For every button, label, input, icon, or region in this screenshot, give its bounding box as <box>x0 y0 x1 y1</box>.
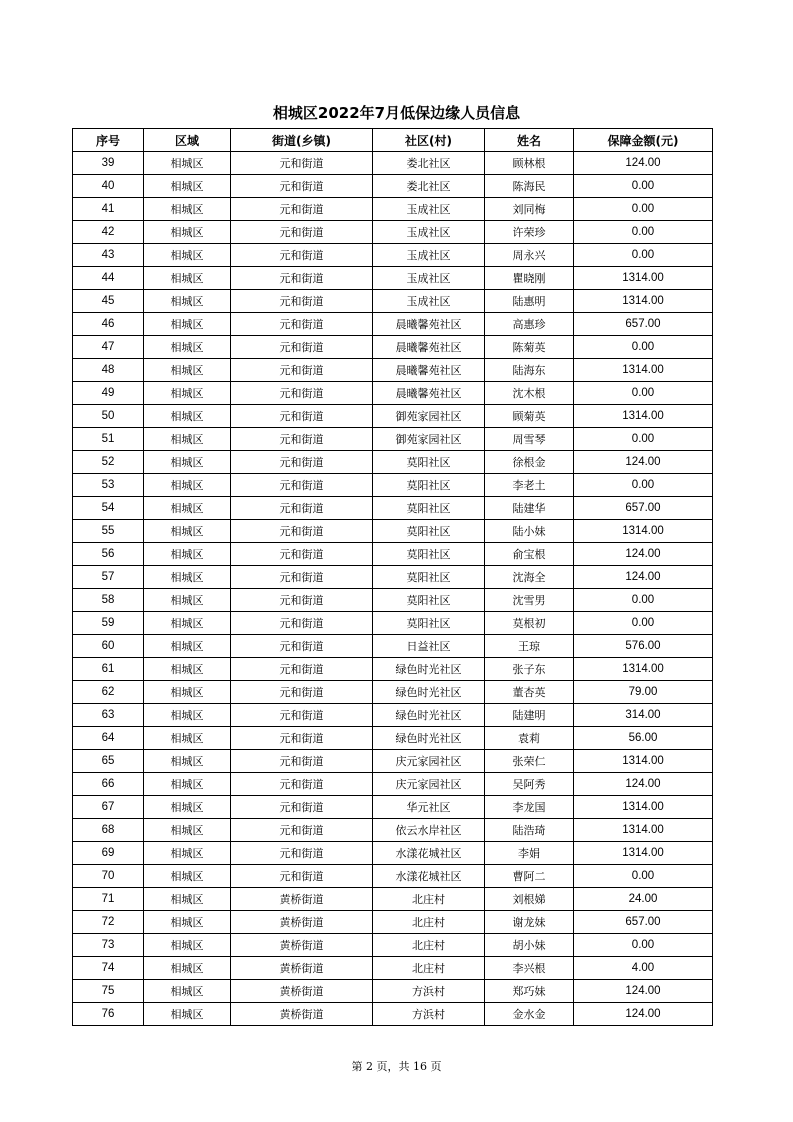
cell-community: 北庄村 <box>373 957 485 980</box>
cell-amount: 0.00 <box>574 612 713 635</box>
cell-index: 67 <box>73 796 144 819</box>
cell-name: 俞宝根 <box>485 543 574 566</box>
table-row <box>73 566 713 589</box>
cell-community: 晨曦馨苑社区 <box>373 382 485 405</box>
cell-amount: 1314.00 <box>574 520 713 543</box>
table-row <box>73 428 713 451</box>
cell-name: 吴阿秀 <box>485 773 574 796</box>
cell-index: 71 <box>73 888 144 911</box>
cell-district: 相城区 <box>144 543 231 566</box>
cell-street: 元和街道 <box>231 727 373 750</box>
cell-community: 玉成社区 <box>373 267 485 290</box>
cell-amount: 0.00 <box>574 428 713 451</box>
cell-name: 张子东 <box>485 658 574 681</box>
cell-amount: 124.00 <box>574 1003 713 1026</box>
table-row <box>73 543 713 566</box>
cell-district: 相城区 <box>144 566 231 589</box>
header-street: 街道(乡镇) <box>231 129 373 152</box>
cell-community: 莫阳社区 <box>373 474 485 497</box>
table-row <box>73 612 713 635</box>
cell-street: 元和街道 <box>231 290 373 313</box>
cell-community: 庆元家园社区 <box>373 750 485 773</box>
cell-street: 元和街道 <box>231 819 373 842</box>
cell-community: 莫阳社区 <box>373 589 485 612</box>
cell-amount: 0.00 <box>574 244 713 267</box>
data-table <box>72 128 713 1026</box>
cell-name: 莫根初 <box>485 612 574 635</box>
cell-name: 张荣仁 <box>485 750 574 773</box>
cell-street: 元和街道 <box>231 359 373 382</box>
cell-district: 相城区 <box>144 957 231 980</box>
cell-district: 相城区 <box>144 635 231 658</box>
cell-amount: 4.00 <box>574 957 713 980</box>
cell-district: 相城区 <box>144 175 231 198</box>
cell-community: 晨曦馨苑社区 <box>373 336 485 359</box>
cell-district: 相城区 <box>144 221 231 244</box>
cell-amount: 124.00 <box>574 152 713 175</box>
cell-amount: 1314.00 <box>574 658 713 681</box>
cell-street: 元和街道 <box>231 612 373 635</box>
cell-amount: 124.00 <box>574 773 713 796</box>
cell-name: 沈木根 <box>485 382 574 405</box>
cell-street: 元和街道 <box>231 313 373 336</box>
cell-street: 黄桥街道 <box>231 957 373 980</box>
cell-community: 绿色时光社区 <box>373 704 485 727</box>
cell-amount: 0.00 <box>574 221 713 244</box>
cell-name: 顾菊英 <box>485 405 574 428</box>
table-row <box>73 152 713 175</box>
cell-index: 40 <box>73 175 144 198</box>
cell-name: 高惠珍 <box>485 313 574 336</box>
cell-district: 相城区 <box>144 727 231 750</box>
cell-name: 陆惠明 <box>485 290 574 313</box>
table-row <box>73 888 713 911</box>
cell-community: 御苑家园社区 <box>373 405 485 428</box>
cell-district: 相城区 <box>144 934 231 957</box>
cell-district: 相城区 <box>144 497 231 520</box>
cell-community: 玉成社区 <box>373 290 485 313</box>
cell-district: 相城区 <box>144 980 231 1003</box>
cell-district: 相城区 <box>144 313 231 336</box>
cell-amount: 657.00 <box>574 497 713 520</box>
cell-district: 相城区 <box>144 428 231 451</box>
cell-name: 陈海民 <box>485 175 574 198</box>
cell-community: 莫阳社区 <box>373 520 485 543</box>
cell-index: 69 <box>73 842 144 865</box>
cell-street: 元和街道 <box>231 267 373 290</box>
cell-index: 56 <box>73 543 144 566</box>
cell-street: 元和街道 <box>231 474 373 497</box>
cell-street: 元和街道 <box>231 336 373 359</box>
table-row <box>73 681 713 704</box>
cell-name: 周永兴 <box>485 244 574 267</box>
cell-amount: 1314.00 <box>574 267 713 290</box>
page-footer: 第 2 页，共 16 页 <box>351 1060 442 1073</box>
table-header-row <box>73 129 713 152</box>
cell-community: 日益社区 <box>373 635 485 658</box>
page-title: 相城区2022年7月低保边缘人员信息 <box>272 104 521 122</box>
header-community: 社区(村) <box>373 129 485 152</box>
cell-street: 黄桥街道 <box>231 1003 373 1026</box>
cell-street: 元和街道 <box>231 842 373 865</box>
cell-index: 57 <box>73 566 144 589</box>
cell-amount: 657.00 <box>574 911 713 934</box>
cell-district: 相城区 <box>144 474 231 497</box>
cell-district: 相城区 <box>144 1003 231 1026</box>
cell-community: 庆元家园社区 <box>373 773 485 796</box>
table-row <box>73 175 713 198</box>
cell-district: 相城区 <box>144 267 231 290</box>
cell-street: 元和街道 <box>231 520 373 543</box>
cell-district: 相城区 <box>144 612 231 635</box>
cell-amount: 1314.00 <box>574 359 713 382</box>
cell-amount: 24.00 <box>574 888 713 911</box>
cell-name: 郑巧妹 <box>485 980 574 1003</box>
table-row <box>73 267 713 290</box>
cell-district: 相城区 <box>144 198 231 221</box>
cell-amount: 0.00 <box>574 934 713 957</box>
cell-amount: 0.00 <box>574 336 713 359</box>
cell-amount: 124.00 <box>574 566 713 589</box>
cell-index: 76 <box>73 1003 144 1026</box>
cell-index: 68 <box>73 819 144 842</box>
table-row <box>73 842 713 865</box>
cell-street: 元和街道 <box>231 382 373 405</box>
cell-amount: 0.00 <box>574 198 713 221</box>
cell-name: 陆浩琦 <box>485 819 574 842</box>
cell-name: 陆建华 <box>485 497 574 520</box>
cell-street: 黄桥街道 <box>231 888 373 911</box>
cell-index: 59 <box>73 612 144 635</box>
cell-district: 相城区 <box>144 704 231 727</box>
cell-street: 元和街道 <box>231 451 373 474</box>
cell-district: 相城区 <box>144 796 231 819</box>
header-amount: 保障金额(元) <box>574 129 713 152</box>
cell-index: 58 <box>73 589 144 612</box>
cell-amount: 576.00 <box>574 635 713 658</box>
table-row <box>73 635 713 658</box>
table-row <box>73 934 713 957</box>
cell-amount: 124.00 <box>574 980 713 1003</box>
table-row <box>73 750 713 773</box>
table-row <box>73 819 713 842</box>
cell-street: 元和街道 <box>231 221 373 244</box>
table-row <box>73 773 713 796</box>
cell-district: 相城区 <box>144 359 231 382</box>
cell-index: 50 <box>73 405 144 428</box>
cell-district: 相城区 <box>144 819 231 842</box>
table-row <box>73 911 713 934</box>
table-row <box>73 474 713 497</box>
cell-community: 莫阳社区 <box>373 566 485 589</box>
cell-street: 元和街道 <box>231 773 373 796</box>
cell-index: 64 <box>73 727 144 750</box>
cell-index: 42 <box>73 221 144 244</box>
table-row <box>73 865 713 888</box>
cell-street: 黄桥街道 <box>231 911 373 934</box>
table-row <box>73 658 713 681</box>
cell-name: 陈菊英 <box>485 336 574 359</box>
table-row <box>73 451 713 474</box>
cell-name: 陆小妹 <box>485 520 574 543</box>
cell-name: 谢龙妹 <box>485 911 574 934</box>
cell-street: 元和街道 <box>231 865 373 888</box>
cell-district: 相城区 <box>144 520 231 543</box>
cell-name: 李龙国 <box>485 796 574 819</box>
cell-street: 元和街道 <box>231 497 373 520</box>
table-row <box>73 980 713 1003</box>
table-row <box>73 704 713 727</box>
cell-amount: 124.00 <box>574 451 713 474</box>
cell-district: 相城区 <box>144 658 231 681</box>
cell-street: 元和街道 <box>231 175 373 198</box>
cell-name: 陆海东 <box>485 359 574 382</box>
cell-street: 元和街道 <box>231 244 373 267</box>
cell-community: 绿色时光社区 <box>373 658 485 681</box>
cell-district: 相城区 <box>144 382 231 405</box>
cell-community: 莫阳社区 <box>373 612 485 635</box>
cell-district: 相城区 <box>144 290 231 313</box>
cell-name: 沈雪男 <box>485 589 574 612</box>
cell-index: 62 <box>73 681 144 704</box>
table-body <box>73 152 713 1026</box>
table-row <box>73 727 713 750</box>
cell-index: 48 <box>73 359 144 382</box>
cell-community: 绿色时光社区 <box>373 727 485 750</box>
cell-amount: 0.00 <box>574 382 713 405</box>
cell-community: 晨曦馨苑社区 <box>373 313 485 336</box>
cell-index: 65 <box>73 750 144 773</box>
cell-district: 相城区 <box>144 681 231 704</box>
cell-community: 水漾花城社区 <box>373 842 485 865</box>
cell-community: 方浜村 <box>373 1003 485 1026</box>
cell-amount: 79.00 <box>574 681 713 704</box>
cell-index: 54 <box>73 497 144 520</box>
cell-index: 60 <box>73 635 144 658</box>
cell-amount: 0.00 <box>574 589 713 612</box>
cell-community: 玉成社区 <box>373 244 485 267</box>
cell-district: 相城区 <box>144 451 231 474</box>
cell-street: 元和街道 <box>231 658 373 681</box>
cell-district: 相城区 <box>144 336 231 359</box>
cell-index: 43 <box>73 244 144 267</box>
header-district: 区域 <box>144 129 231 152</box>
cell-street: 元和街道 <box>231 543 373 566</box>
cell-community: 绿色时光社区 <box>373 681 485 704</box>
table-row <box>73 796 713 819</box>
cell-index: 44 <box>73 267 144 290</box>
cell-street: 元和街道 <box>231 589 373 612</box>
table-row <box>73 244 713 267</box>
cell-district: 相城区 <box>144 888 231 911</box>
cell-community: 莫阳社区 <box>373 543 485 566</box>
cell-street: 元和街道 <box>231 635 373 658</box>
cell-amount: 124.00 <box>574 543 713 566</box>
cell-index: 70 <box>73 865 144 888</box>
header-index: 序号 <box>73 129 144 152</box>
cell-street: 元和街道 <box>231 681 373 704</box>
cell-name: 顾林根 <box>485 152 574 175</box>
cell-street: 黄桥街道 <box>231 980 373 1003</box>
cell-index: 63 <box>73 704 144 727</box>
table-row <box>73 359 713 382</box>
table-row <box>73 497 713 520</box>
cell-amount: 0.00 <box>574 175 713 198</box>
cell-community: 玉成社区 <box>373 221 485 244</box>
cell-district: 相城区 <box>144 842 231 865</box>
cell-name: 周雪琴 <box>485 428 574 451</box>
cell-community: 依云水岸社区 <box>373 819 485 842</box>
cell-community: 水漾花城社区 <box>373 865 485 888</box>
table-row <box>73 221 713 244</box>
cell-street: 元和街道 <box>231 405 373 428</box>
table-row <box>73 957 713 980</box>
cell-name: 李老土 <box>485 474 574 497</box>
table-row <box>73 520 713 543</box>
cell-district: 相城区 <box>144 911 231 934</box>
cell-index: 47 <box>73 336 144 359</box>
cell-street: 元和街道 <box>231 704 373 727</box>
cell-street: 黄桥街道 <box>231 934 373 957</box>
cell-name: 陆建明 <box>485 704 574 727</box>
cell-district: 相城区 <box>144 773 231 796</box>
header-name: 姓名 <box>485 129 574 152</box>
cell-name: 袁莉 <box>485 727 574 750</box>
cell-community: 莫阳社区 <box>373 451 485 474</box>
cell-name: 瞿晓刚 <box>485 267 574 290</box>
table-row <box>73 1003 713 1026</box>
cell-community: 玉成社区 <box>373 198 485 221</box>
cell-name: 徐根金 <box>485 451 574 474</box>
cell-amount: 657.00 <box>574 313 713 336</box>
table-row <box>73 313 713 336</box>
cell-district: 相城区 <box>144 244 231 267</box>
cell-community: 晨曦馨苑社区 <box>373 359 485 382</box>
cell-index: 61 <box>73 658 144 681</box>
cell-index: 41 <box>73 198 144 221</box>
cell-amount: 314.00 <box>574 704 713 727</box>
cell-amount: 1314.00 <box>574 750 713 773</box>
cell-name: 许荣珍 <box>485 221 574 244</box>
cell-street: 元和街道 <box>231 796 373 819</box>
cell-community: 华元社区 <box>373 796 485 819</box>
cell-community: 北庄村 <box>373 888 485 911</box>
cell-street: 元和街道 <box>231 566 373 589</box>
cell-name: 刘根娣 <box>485 888 574 911</box>
cell-district: 相城区 <box>144 750 231 773</box>
cell-district: 相城区 <box>144 589 231 612</box>
cell-street: 元和街道 <box>231 750 373 773</box>
cell-index: 39 <box>73 152 144 175</box>
cell-community: 北庄村 <box>373 934 485 957</box>
cell-index: 52 <box>73 451 144 474</box>
cell-amount: 1314.00 <box>574 405 713 428</box>
cell-index: 45 <box>73 290 144 313</box>
cell-name: 金水金 <box>485 1003 574 1026</box>
cell-name: 董杏英 <box>485 681 574 704</box>
cell-street: 元和街道 <box>231 198 373 221</box>
cell-street: 元和街道 <box>231 428 373 451</box>
cell-index: 51 <box>73 428 144 451</box>
cell-community: 御苑家园社区 <box>373 428 485 451</box>
cell-index: 53 <box>73 474 144 497</box>
cell-amount: 0.00 <box>574 865 713 888</box>
cell-name: 李兴根 <box>485 957 574 980</box>
cell-community: 莫阳社区 <box>373 497 485 520</box>
cell-index: 73 <box>73 934 144 957</box>
cell-district: 相城区 <box>144 405 231 428</box>
cell-amount: 0.00 <box>574 474 713 497</box>
cell-community: 娄北社区 <box>373 152 485 175</box>
cell-district: 相城区 <box>144 865 231 888</box>
cell-index: 49 <box>73 382 144 405</box>
cell-amount: 1314.00 <box>574 290 713 313</box>
cell-amount: 56.00 <box>574 727 713 750</box>
cell-amount: 1314.00 <box>574 819 713 842</box>
cell-street: 元和街道 <box>231 152 373 175</box>
table-row <box>73 198 713 221</box>
cell-index: 55 <box>73 520 144 543</box>
cell-amount: 1314.00 <box>574 842 713 865</box>
cell-name: 王琼 <box>485 635 574 658</box>
cell-amount: 1314.00 <box>574 796 713 819</box>
cell-index: 72 <box>73 911 144 934</box>
cell-name: 曹阿二 <box>485 865 574 888</box>
cell-index: 74 <box>73 957 144 980</box>
cell-index: 46 <box>73 313 144 336</box>
cell-name: 李娟 <box>485 842 574 865</box>
cell-name: 胡小妹 <box>485 934 574 957</box>
cell-name: 刘同梅 <box>485 198 574 221</box>
cell-index: 66 <box>73 773 144 796</box>
table-row <box>73 405 713 428</box>
table-row <box>73 589 713 612</box>
table-row <box>73 382 713 405</box>
table-row <box>73 336 713 359</box>
cell-index: 75 <box>73 980 144 1003</box>
cell-community: 娄北社区 <box>373 175 485 198</box>
cell-community: 方浜村 <box>373 980 485 1003</box>
cell-name: 沈海全 <box>485 566 574 589</box>
cell-district: 相城区 <box>144 152 231 175</box>
cell-community: 北庄村 <box>373 911 485 934</box>
table-row <box>73 290 713 313</box>
